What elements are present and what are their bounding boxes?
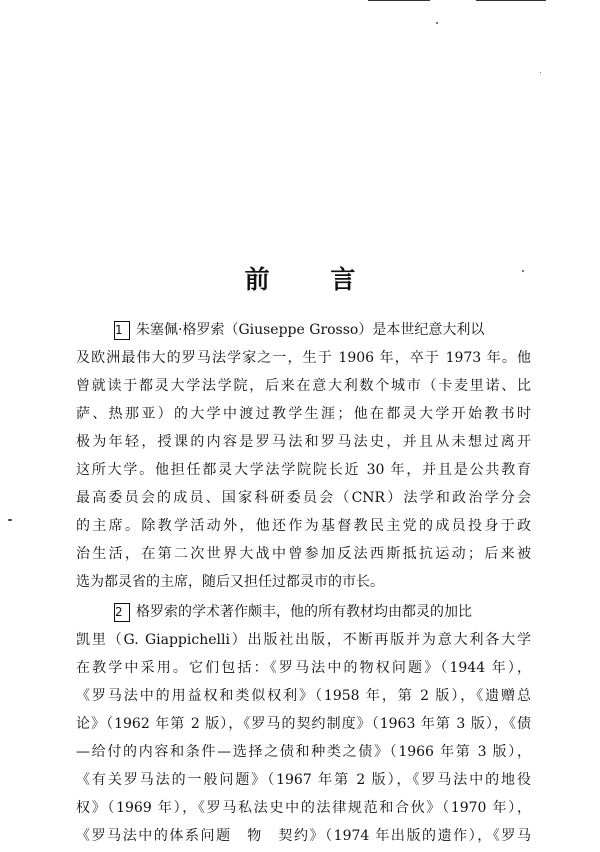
scan-speck bbox=[436, 22, 438, 24]
scan-speck bbox=[540, 72, 541, 73]
preface-body bbox=[76, 316, 531, 852]
paragraph-line: 这所大学。他担任都灵大学法学院院长近 30 年，并且是公共教育 bbox=[76, 462, 531, 478]
paragraph-line: 及欧洲最伟大的罗马法学家之一，生于 1906 年，卒于 1973 年。他 bbox=[76, 350, 531, 366]
paragraph-line: 萨、热那亚）的大学中渡过教学生涯；他在都灵大学开始教书时 bbox=[76, 406, 531, 422]
paragraph-line bbox=[76, 598, 531, 626]
scan-speck bbox=[8, 519, 12, 521]
paragraph-number-box: 1 bbox=[114, 321, 130, 340]
paragraph-line: 《有关罗马法的一般问题》（1967 年第 2 版），《罗马法中的地役 bbox=[76, 772, 531, 788]
paragraph-line: 《罗马法中的体系问题 物 契约》（1974 年出版的遗作），《罗马 bbox=[76, 828, 531, 844]
paragraph-2 bbox=[76, 598, 531, 850]
paragraph-line: 极为年轻，授课的内容是罗马法和罗马法史，并且从未想过离开 bbox=[76, 434, 531, 450]
paragraph-line: 的主席。除教学活动外，他还作为基督教民主党的成员投身于政 bbox=[76, 518, 531, 534]
scan-edge-line bbox=[368, 0, 430, 1]
scan-edge-line bbox=[476, 0, 546, 1]
paragraph-line: 论》（1962 年第 2 版），《罗马的契约制度》（1963 年第 3 版），《债 bbox=[76, 716, 531, 732]
paragraph-1 bbox=[76, 316, 531, 596]
paragraph-line: 凯里（G. Giappichelli）出版社出版，不断再版并为意大利各大学 bbox=[76, 632, 531, 648]
paragraph-line-text: 朱塞佩·格罗索（Giuseppe Grosso）是本世纪意大利以 bbox=[136, 322, 485, 338]
paragraph-line-text: 格罗索的学术著作颇丰，他的所有教材均由都灵的加比 bbox=[136, 604, 472, 620]
paragraph-line bbox=[76, 316, 531, 344]
paragraph-line: —给付的内容和条件—选择之债和种类之债》（1966 年第 3 版）， bbox=[76, 744, 531, 760]
page-title: 前 言 bbox=[244, 264, 382, 294]
paragraph-line: 治生活，在第二次世界大战中曾参加反法西斯抵抗运动；后来被 bbox=[76, 546, 531, 562]
paragraph-line: 选为都灵省的主席，随后又担任过都灵市的市长。 bbox=[76, 574, 384, 590]
paragraph-line: 曾就读于都灵大学法学院，后来在意大利数个城市（卡麦里诺、比 bbox=[76, 378, 531, 394]
paragraph-line: 最高委员会的成员、国家科研委员会（CNR）法学和政治学分会 bbox=[76, 490, 531, 506]
paragraph-line: 在教学中采用。它们包括：《罗马法中的物权问题》（1944 年）， bbox=[76, 660, 531, 676]
paragraph-line: 《罗马法中的用益权和类似权利》（1958 年，第 2 版），《遗赠总 bbox=[76, 688, 531, 704]
paragraph-number-box: 2 bbox=[114, 603, 130, 622]
paragraph-line: 权》（1969 年），《罗马私法史中的法律规范和合伙》（1970 年）， bbox=[76, 800, 531, 816]
